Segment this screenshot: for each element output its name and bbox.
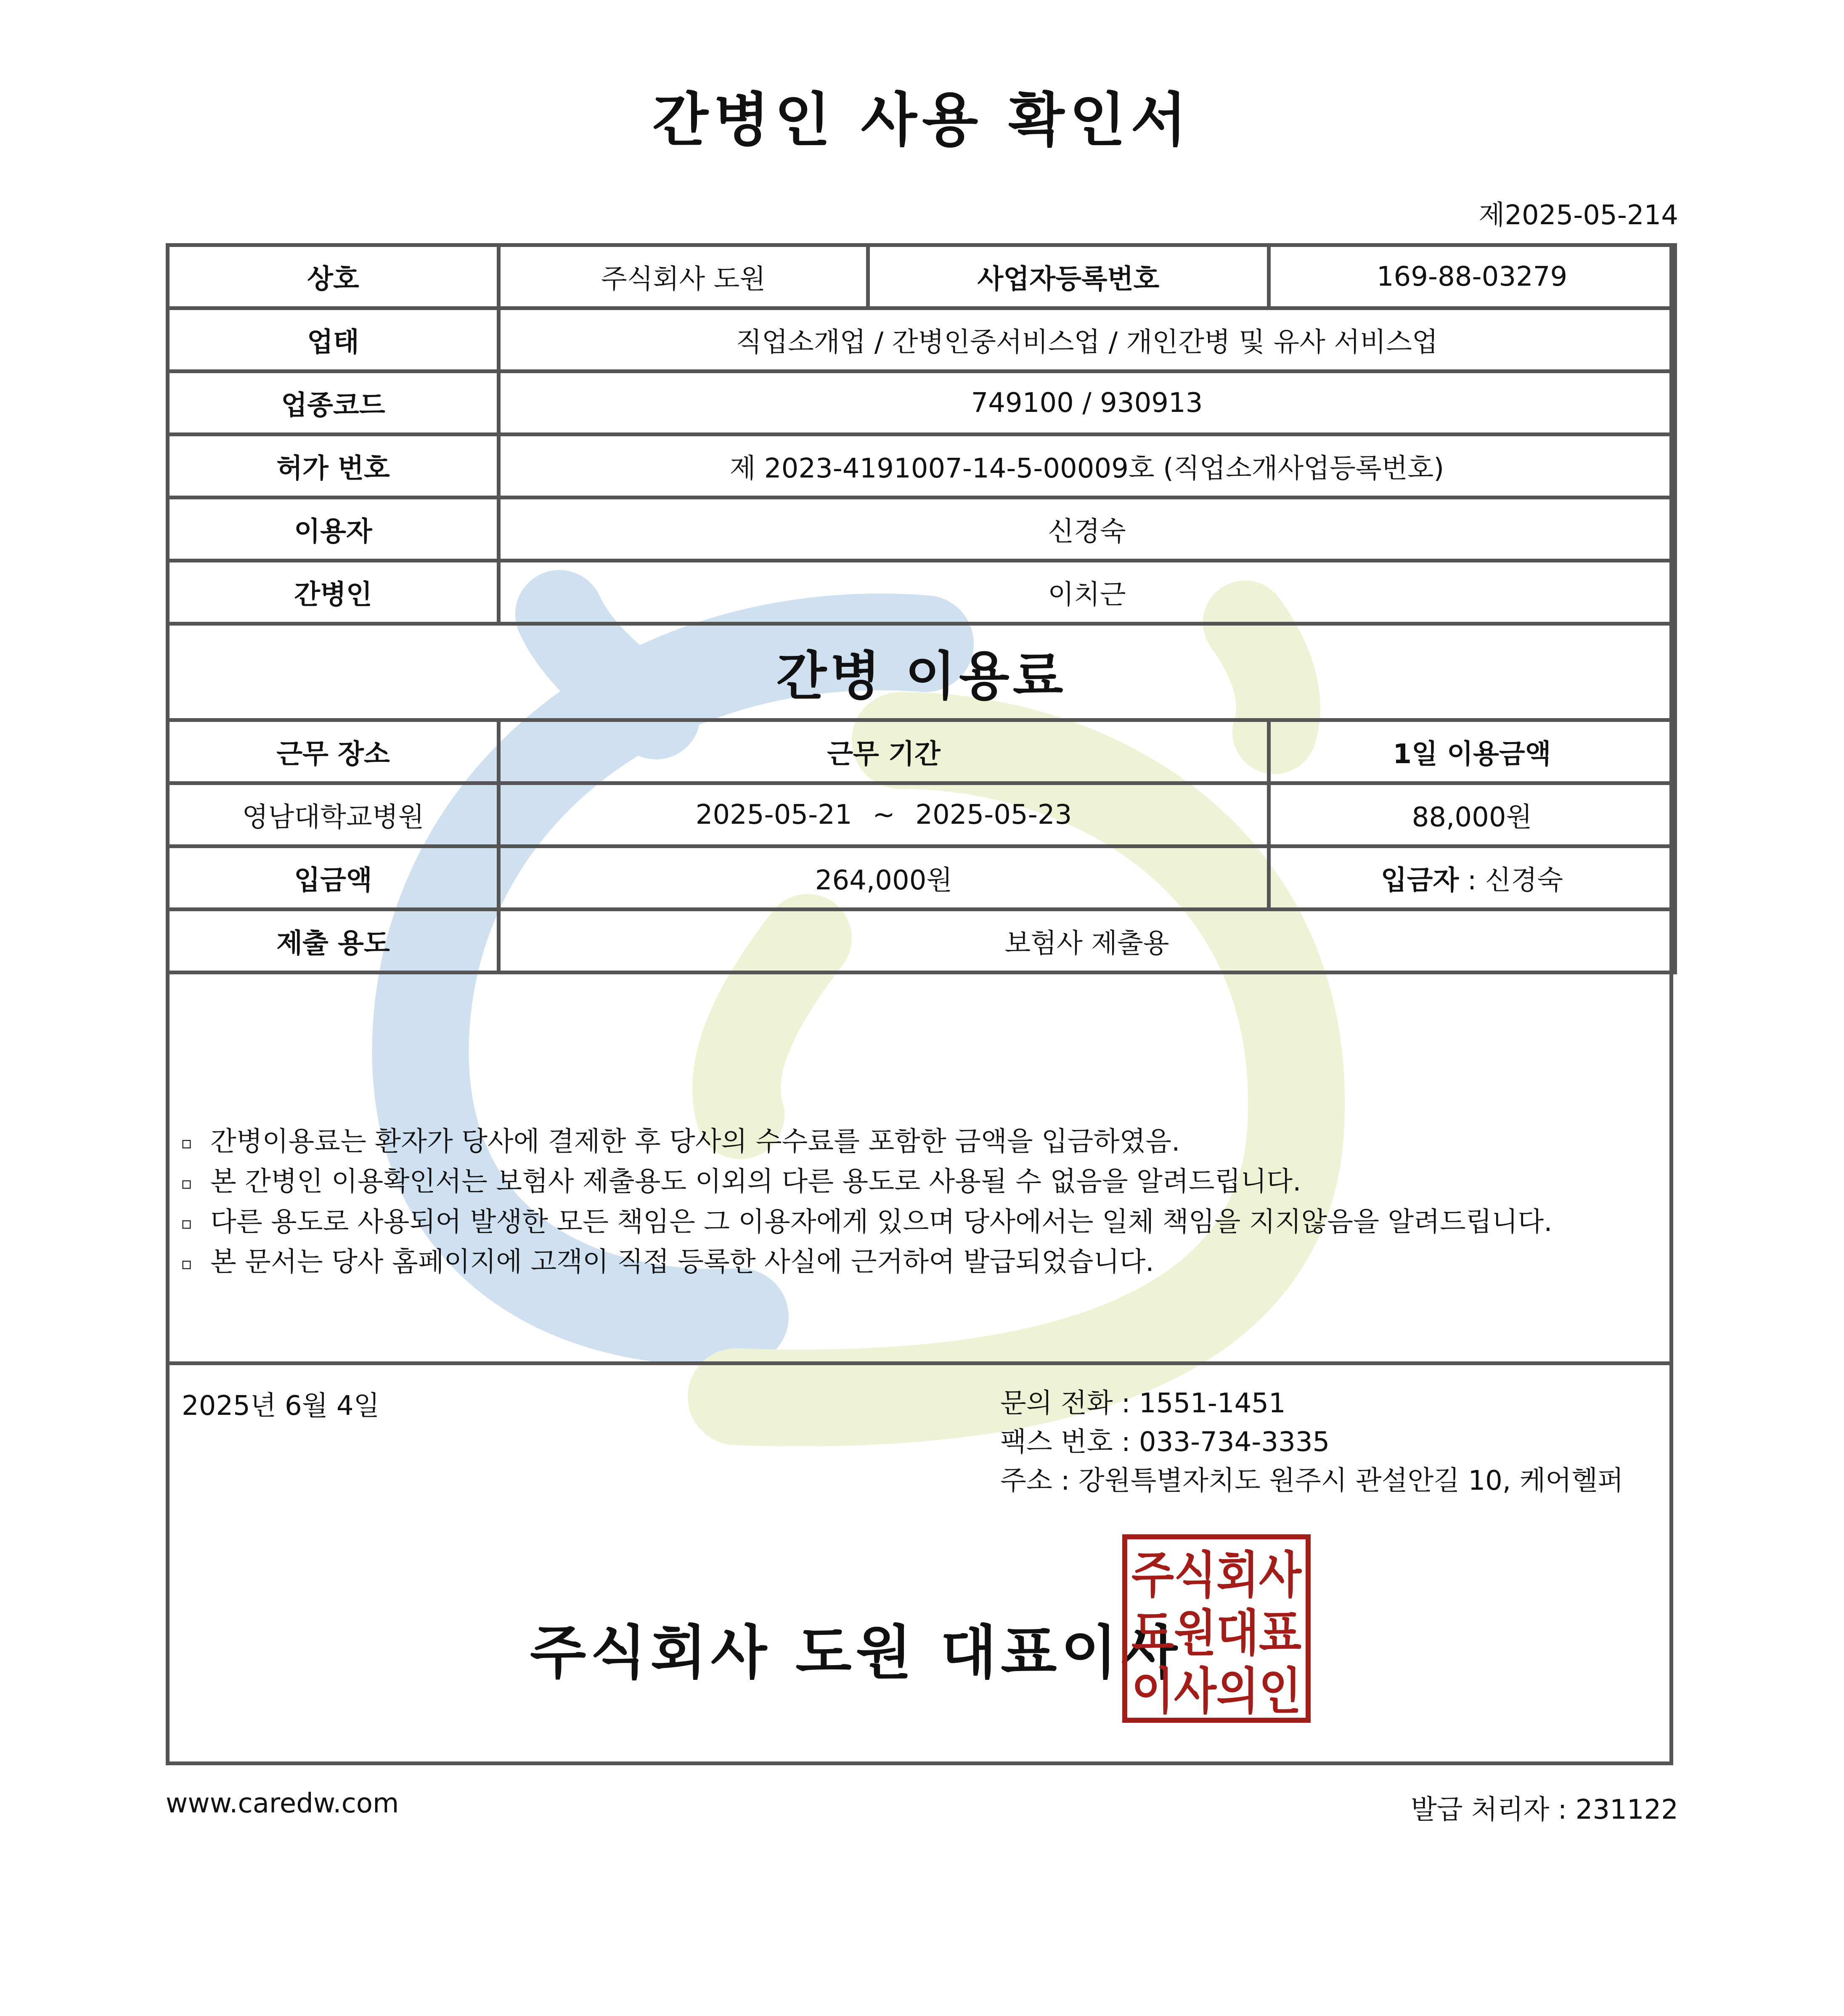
- depositor-cell: [1269, 846, 1675, 910]
- bullet-icon: ▫: [181, 1214, 193, 1233]
- company-label: 상호: [168, 245, 499, 308]
- depositor-separator: :: [1459, 865, 1485, 896]
- user-label: 이용자: [168, 498, 499, 561]
- period-separator: ~: [872, 799, 895, 830]
- table-row: [168, 498, 1675, 561]
- place-value: 영남대학교병원: [168, 783, 499, 846]
- purpose-label: 제출 용도: [168, 910, 499, 973]
- table-row: [168, 783, 1675, 846]
- document-title: 간병인 사용 확인서: [652, 86, 1192, 154]
- contact-address: 주소 : 강원특별자치도 원주시 관설안길 10, 케어헬퍼: [1000, 1465, 1624, 1496]
- bizno-label: 사업자등록번호: [868, 245, 1269, 308]
- svg-text:주식회사: 주식회사: [1131, 1546, 1302, 1604]
- fee-section-title: 간병 이용료: [168, 624, 1675, 720]
- bullet-icon: ▫: [181, 1254, 193, 1273]
- user-value: 신경숙: [499, 498, 1675, 561]
- list-item: [181, 1162, 1553, 1202]
- permit-label: 허가 번호: [168, 435, 499, 498]
- daily-label: 1일 이용금액: [1269, 720, 1675, 783]
- biztype-value: 직업소개업 / 간병인중서비스업 / 개인간병 및 유사 서비스업: [499, 308, 1675, 371]
- contact-phone: 문의 전화 : 1551-1451: [1000, 1388, 1286, 1419]
- svg-text:이사의인: 이사의인: [1131, 1662, 1301, 1720]
- depositor-label: 입금자: [1380, 865, 1459, 896]
- deposit-value: 264,000원: [499, 846, 1269, 910]
- table-row: [168, 846, 1675, 910]
- table-row: [168, 371, 1675, 435]
- notes-list: [181, 1122, 1553, 1283]
- note-text: 본 간병인 이용확인서는 보험사 제출용도 이외의 다른 용도로 사용될 수 없음을 알려드립니다.: [210, 1166, 1301, 1198]
- table-row: [168, 720, 1675, 783]
- period-start: 2025-05-21: [695, 799, 852, 830]
- info-table: [166, 243, 1677, 974]
- place-label: 근무 장소: [168, 720, 499, 783]
- company-seal-stamp: [1122, 1534, 1311, 1723]
- table-row: [168, 435, 1675, 498]
- signature-line: 주식회사 도원 대표이사: [530, 1619, 1182, 1687]
- table-row: [168, 624, 1675, 720]
- code-value: 749100 / 930913: [499, 371, 1675, 435]
- deposit-label: 입금액: [168, 846, 499, 910]
- period-label: 근무 기간: [499, 720, 1269, 783]
- table-row: [168, 245, 1675, 308]
- company-value: 주식회사 도원: [499, 245, 868, 308]
- list-item: [181, 1122, 1553, 1162]
- caregiver-label: 간병인: [168, 561, 499, 624]
- depositor-value: 신경숙: [1485, 865, 1563, 896]
- note-text: 간병이용료는 환자가 당사에 결제한 후 당사의 수수료를 포함한 금액을 입금하였음.: [210, 1126, 1180, 1157]
- contact-fax: 팩스 번호 : 033-734-3335: [1000, 1427, 1330, 1458]
- issuer-id: 발급 처리자 : 231122: [1410, 1794, 1678, 1825]
- note-text: 다른 용도로 사용되어 발생한 모든 책임은 그 이용자에게 있으며 당사에서는 일체 책임을 지지않음을 알려드립니다.: [210, 1206, 1553, 1238]
- list-item: [181, 1203, 1553, 1243]
- issue-date: 2025년 6월 4일: [182, 1390, 380, 1422]
- code-label: 업종코드: [168, 371, 499, 435]
- permit-value: 제 2023-4191007-14-5-00009호 (직업소개사업등록번호): [499, 435, 1675, 498]
- section-divider: [166, 1361, 1673, 1365]
- bizno-value: 169-88-03279: [1269, 245, 1675, 308]
- caregiver-value: 이치근: [499, 561, 1675, 624]
- period-value: [499, 783, 1269, 846]
- svg-text:도원대표: 도원대표: [1131, 1604, 1302, 1662]
- website-link[interactable]: www.caredw.com: [166, 1788, 399, 1819]
- purpose-value: 보험사 제출용: [499, 910, 1675, 973]
- daily-value: 88,000원: [1269, 783, 1675, 846]
- document-number: 제2025-05-214: [1478, 200, 1678, 231]
- table-row: [168, 561, 1675, 624]
- note-text: 본 문서는 당사 홈페이지에 고객이 직접 등록한 사실에 근거하여 발급되었습니다.: [210, 1247, 1154, 1278]
- bullet-icon: ▫: [181, 1173, 193, 1193]
- table-row: [168, 910, 1675, 973]
- list-item: [181, 1243, 1553, 1283]
- period-end: 2025-05-23: [915, 799, 1072, 830]
- table-row: [168, 308, 1675, 371]
- bullet-icon: ▫: [181, 1133, 193, 1153]
- contact-info: [1000, 1384, 1624, 1500]
- biztype-label: 업태: [168, 308, 499, 371]
